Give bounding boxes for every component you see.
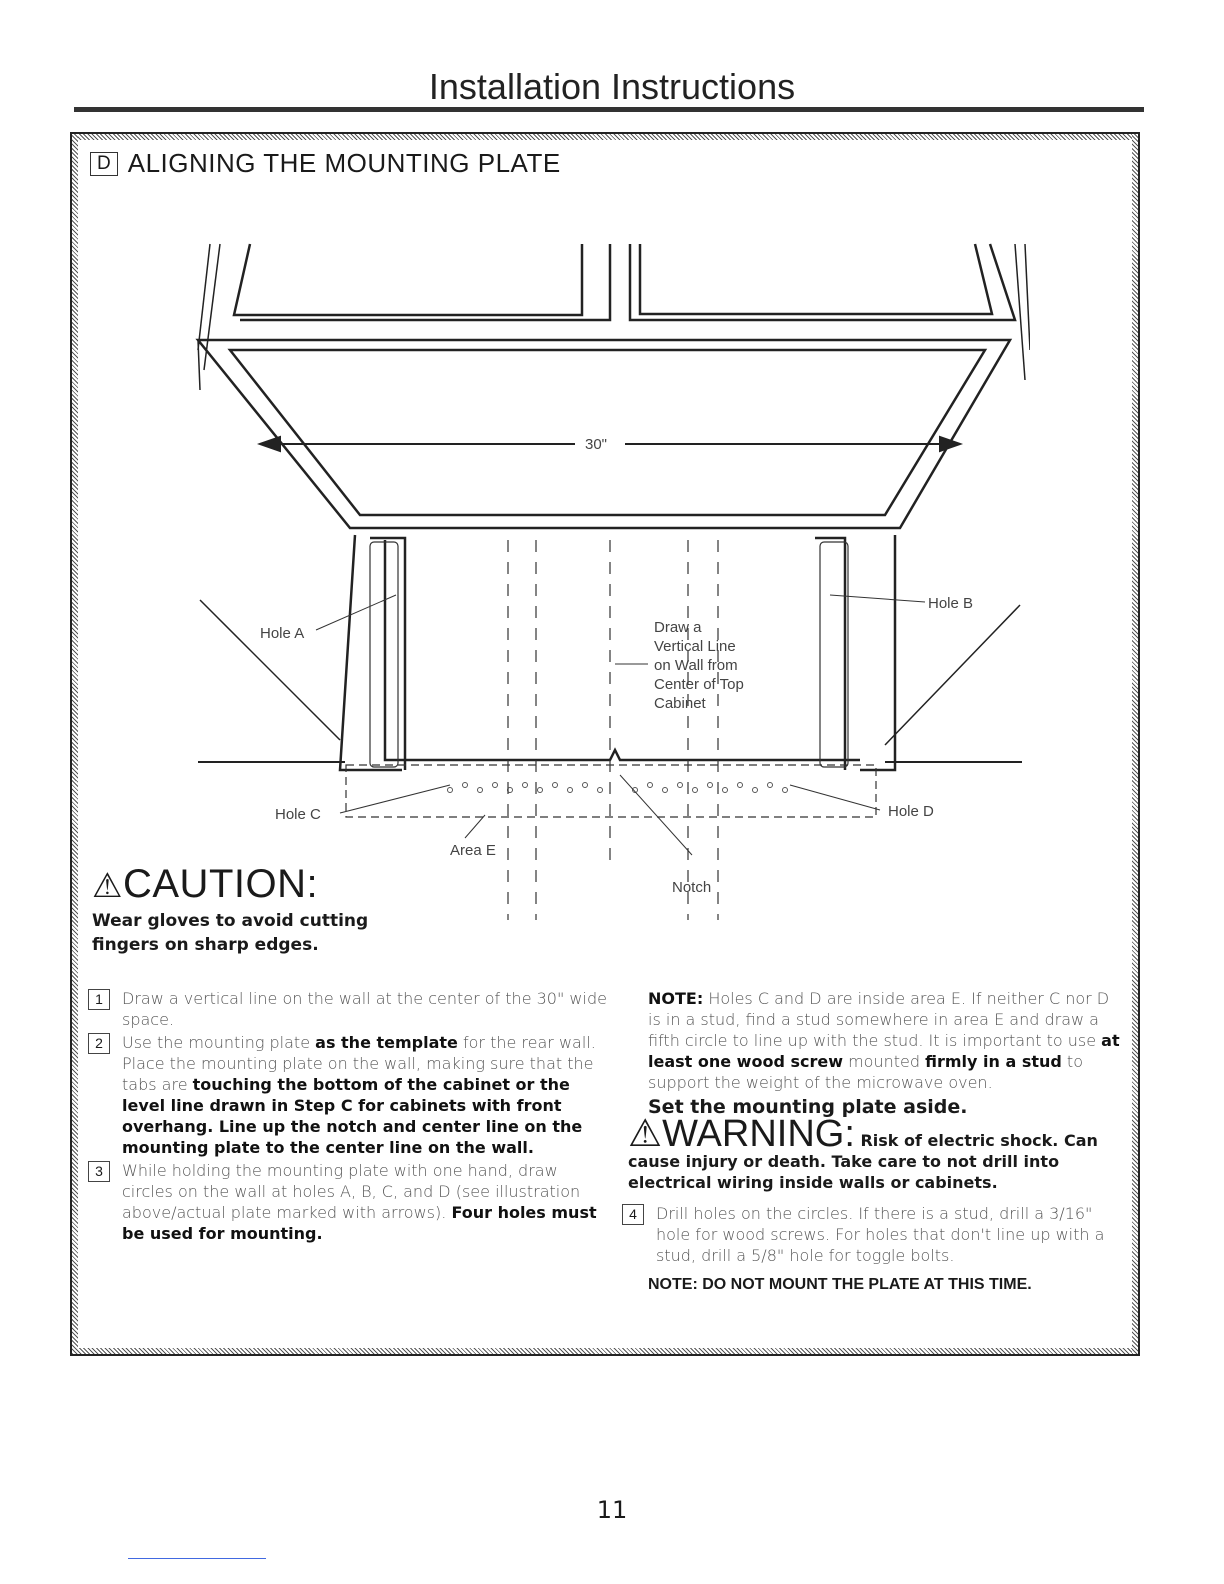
step-text bbox=[122, 1160, 608, 1244]
center-line-label-line: Vertical Line bbox=[654, 638, 736, 655]
footer-rule bbox=[128, 1558, 266, 1559]
step-item bbox=[88, 1032, 608, 1158]
section-header bbox=[90, 148, 561, 179]
width-label: 30" bbox=[585, 436, 608, 453]
set-aside-text: Set the mounting plate aside. bbox=[648, 1096, 968, 1118]
step-text-part: Use the mounting plate bbox=[122, 1033, 316, 1052]
title-rule bbox=[74, 107, 1144, 112]
note-text: mounted bbox=[843, 1052, 926, 1071]
caution-block bbox=[92, 862, 372, 957]
step-text: Draw a vertical line on the wall at the center of the 30" wide space. bbox=[122, 989, 607, 1029]
plate-holes bbox=[448, 783, 788, 793]
leader-lines bbox=[316, 595, 925, 855]
step-item bbox=[88, 988, 608, 1030]
note-text: Holes C and D are inside area E. If neither C nor D is in a stud, find a stud somewhere in area E and draw a fifth circle to line up with the stud. It is important to use bbox=[648, 989, 1110, 1050]
note-label: NOTE: bbox=[648, 989, 704, 1008]
note-text: to support the weight of the microwave oven. bbox=[648, 1052, 1083, 1092]
hole-c-label: Hole C bbox=[275, 806, 321, 823]
step-number: 2 bbox=[88, 1033, 110, 1054]
notch-label: Notch bbox=[672, 879, 712, 896]
warning-block bbox=[628, 1113, 1122, 1193]
note-paragraph bbox=[648, 988, 1122, 1093]
page-title: Installation Instructions bbox=[428, 66, 796, 107]
page-number: 11 bbox=[596, 1496, 628, 1524]
step-text-bold: as the template bbox=[315, 1033, 458, 1052]
warning-triangle-icon: ⚠ bbox=[92, 867, 123, 905]
final-note: NOTE: DO NOT MOUNT THE PLATE AT THIS TIME. bbox=[648, 1276, 1032, 1293]
plate-rails bbox=[370, 542, 848, 767]
step-number: 1 bbox=[88, 989, 110, 1010]
cabinet-outline bbox=[198, 244, 1030, 770]
center-line-label-line: Center of Top bbox=[654, 676, 744, 693]
frame-hatch bbox=[72, 134, 1138, 140]
step-text-part: for the rear wall. Place the mounting plate on the wall, making sure that the tabs are bbox=[122, 1033, 596, 1094]
step-number: 4 bbox=[622, 1204, 644, 1225]
step-text-part: While holding the mounting plate with one hand, draw circles on the wall at holes A, B, C, and D (see illustration above/actual plate marked with arrows). bbox=[122, 1161, 581, 1222]
frame-hatch bbox=[1132, 134, 1138, 1354]
step-text-bold: touching the bottom of the cabinet or the level line drawn in Step C for cabinets with front overhang. Line up the notch and center line on the mounting plate to the center line on the wall. bbox=[122, 1075, 583, 1157]
mounting-plate-diagram bbox=[70, 230, 1030, 930]
right-column bbox=[622, 988, 1122, 1295]
hole-a-label: Hole A bbox=[260, 625, 305, 642]
left-column bbox=[88, 988, 608, 1246]
warning-text: Risk of electric shock. Can cause injury or death. Take care to not drill into electrical wiring inside walls or cabinets. bbox=[628, 1131, 1098, 1192]
section-title: ALIGNING THE MOUNTING PLATE bbox=[127, 148, 561, 178]
warning-triangle-icon: ⚠ bbox=[628, 1113, 663, 1155]
step-text-bold: Four holes must be used for mounting. bbox=[122, 1203, 597, 1243]
frame-hatch bbox=[72, 1348, 1138, 1354]
caution-title: CAUTION: bbox=[122, 862, 319, 906]
center-guides bbox=[508, 540, 718, 920]
center-line-label-line: Cabinet bbox=[654, 695, 706, 712]
step-item bbox=[88, 1160, 608, 1244]
warning-heading bbox=[628, 1113, 855, 1155]
center-line-label-line: on Wall from bbox=[654, 657, 738, 674]
step-item bbox=[622, 1203, 1122, 1266]
width-dimension bbox=[260, 437, 960, 451]
note-bold: firmly in a stud bbox=[925, 1052, 1062, 1071]
step-text bbox=[122, 1032, 608, 1158]
section-step-letter: D bbox=[90, 152, 118, 176]
hole-b-label: Hole B bbox=[928, 595, 974, 612]
note-bold: at least one wood screw bbox=[648, 1031, 1120, 1071]
step-text: Drill holes on the circles. If there is a stud, drill a 3/16" hole for wood screws. For holes that don't line up with a stud, drill a 5/8" hole for toggle bolts. bbox=[656, 1204, 1105, 1265]
center-line-label bbox=[654, 619, 744, 712]
warning-title: WARNING: bbox=[662, 1113, 855, 1155]
center-line-label-line: Draw a bbox=[654, 619, 702, 636]
caution-text: Wear gloves to avoid cutting fingers on sharp edges. bbox=[92, 911, 369, 955]
step-number: 3 bbox=[88, 1161, 110, 1182]
caution-heading bbox=[92, 862, 372, 907]
area-e-label: Area E bbox=[450, 842, 496, 859]
hole-d-label: Hole D bbox=[888, 803, 934, 820]
